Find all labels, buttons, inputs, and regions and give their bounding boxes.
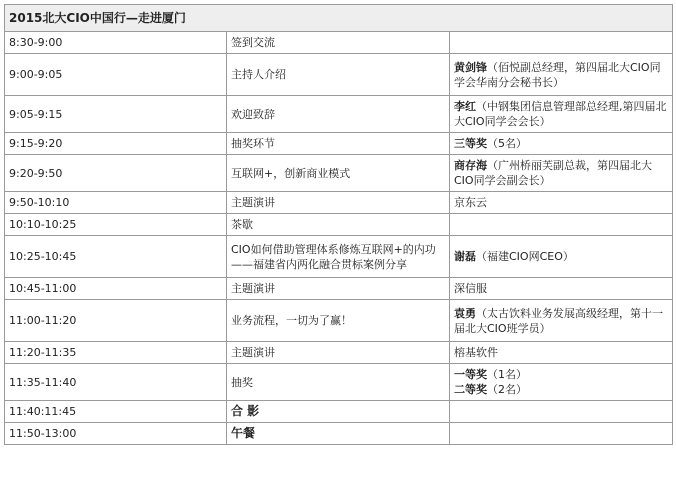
time-cell: 11:35-11:40	[5, 364, 227, 401]
time-cell: 9:15-9:20	[5, 133, 227, 155]
topic-cell: 业务流程，一切为了赢！	[227, 300, 450, 342]
topic-cell: 午餐	[227, 423, 450, 445]
speaker-cell	[450, 214, 673, 236]
speaker-line	[454, 249, 668, 264]
speaker-cell	[450, 236, 673, 278]
agenda-row	[5, 236, 673, 278]
agenda-row	[5, 300, 673, 342]
agenda-row	[5, 423, 673, 445]
speaker-detail: （太古饮料业务发展高级经理，第十一届北大CIO班学员）	[454, 306, 663, 335]
topic-cell: 茶歇	[227, 214, 450, 236]
topic-cell: 签到交流	[227, 32, 450, 54]
speaker-cell	[450, 423, 673, 445]
speaker-name: 商存海	[454, 159, 487, 172]
agenda-row	[5, 192, 673, 214]
agenda-title: 2015北大CIO中国行—走进厦门	[5, 5, 673, 32]
speaker-detail: （福建CIO网CEO）	[476, 250, 574, 263]
agenda-row	[5, 32, 673, 54]
speaker-cell	[450, 192, 673, 214]
speaker-cell	[450, 401, 673, 423]
agenda-row	[5, 133, 673, 155]
speaker-detail: （中钢集团信息管理部总经理,第四届北大CIO同学会会长）	[454, 100, 667, 128]
agenda-row	[5, 364, 673, 401]
speaker-name: 李红	[454, 100, 476, 113]
agenda-row	[5, 278, 673, 300]
topic-cell: 抽奖环节	[227, 133, 450, 155]
time-cell: 9:50-10:10	[5, 192, 227, 214]
topic-cell: 欢迎致辞	[227, 96, 450, 133]
topic-cell: 互联网+，创新商业模式	[227, 155, 450, 192]
topic-cell: 合 影	[227, 401, 450, 423]
time-cell: 8:30-9:00	[5, 32, 227, 54]
speaker-line	[454, 60, 668, 90]
speaker-cell	[450, 54, 673, 96]
time-cell: 9:20-9:50	[5, 155, 227, 192]
speaker-line	[454, 382, 668, 397]
agenda-row	[5, 54, 673, 96]
speaker-line	[454, 306, 668, 336]
time-cell: 11:50-13:00	[5, 423, 227, 445]
speaker-cell	[450, 300, 673, 342]
speaker-line	[454, 158, 668, 188]
topic-cell: 抽奖	[227, 364, 450, 401]
speaker-line	[454, 99, 668, 129]
agenda-row	[5, 96, 673, 133]
speaker-name: 谢磊	[454, 250, 476, 263]
topic-cell: 主题演讲	[227, 342, 450, 364]
speaker-cell	[450, 364, 673, 401]
time-cell: 10:10-10:25	[5, 214, 227, 236]
topic-cell: 主题演讲	[227, 192, 450, 214]
speaker-detail: （1名）	[487, 368, 527, 381]
title-row	[5, 5, 673, 32]
time-cell: 10:45-11:00	[5, 278, 227, 300]
agenda-row	[5, 155, 673, 192]
speaker-detail: 深信服	[454, 282, 487, 295]
speaker-line	[454, 367, 668, 382]
time-cell: 11:20-11:35	[5, 342, 227, 364]
speaker-line	[454, 195, 668, 210]
speaker-line	[454, 136, 668, 151]
time-cell: 9:05-9:15	[5, 96, 227, 133]
agenda-sheet	[4, 4, 673, 445]
speaker-detail: （5名）	[487, 137, 527, 150]
speaker-name: 三等奖	[454, 137, 487, 150]
topic-cell: 主持人介绍	[227, 54, 450, 96]
speaker-cell	[450, 96, 673, 133]
time-cell: 9:00-9:05	[5, 54, 227, 96]
agenda-row	[5, 214, 673, 236]
speaker-detail: 京东云	[454, 196, 487, 209]
time-cell: 11:40:11:45	[5, 401, 227, 423]
speaker-cell	[450, 133, 673, 155]
agenda-row	[5, 342, 673, 364]
speaker-detail: （广州桥丽芙副总裁，第四届北大CIO同学会副会长）	[454, 159, 652, 187]
speaker-name: 袁勇	[454, 306, 476, 320]
time-cell: 11:00-11:20	[5, 300, 227, 342]
topic-cell: 主题演讲	[227, 278, 450, 300]
speaker-detail: 榕基软件	[454, 346, 498, 359]
speaker-cell	[450, 342, 673, 364]
speaker-line	[454, 345, 668, 360]
speaker-cell	[450, 278, 673, 300]
speaker-cell	[450, 155, 673, 192]
speaker-cell	[450, 32, 673, 54]
speaker-name: 黄剑锋	[454, 60, 487, 74]
topic-cell: CIO如何借助管理体系修炼互联网+的内功——福建省内两化融合贯标案例分享	[227, 236, 450, 278]
speaker-detail: （佰悦副总经理，第四届北大CIO同学会华南分会秘书长）	[454, 60, 661, 89]
speaker-name: 二等奖	[454, 383, 487, 396]
speaker-detail: （2名）	[487, 383, 527, 396]
agenda-row	[5, 401, 673, 423]
speaker-line	[454, 281, 668, 296]
agenda-table	[4, 4, 673, 445]
speaker-name: 一等奖	[454, 368, 487, 381]
time-cell: 10:25-10:45	[5, 236, 227, 278]
